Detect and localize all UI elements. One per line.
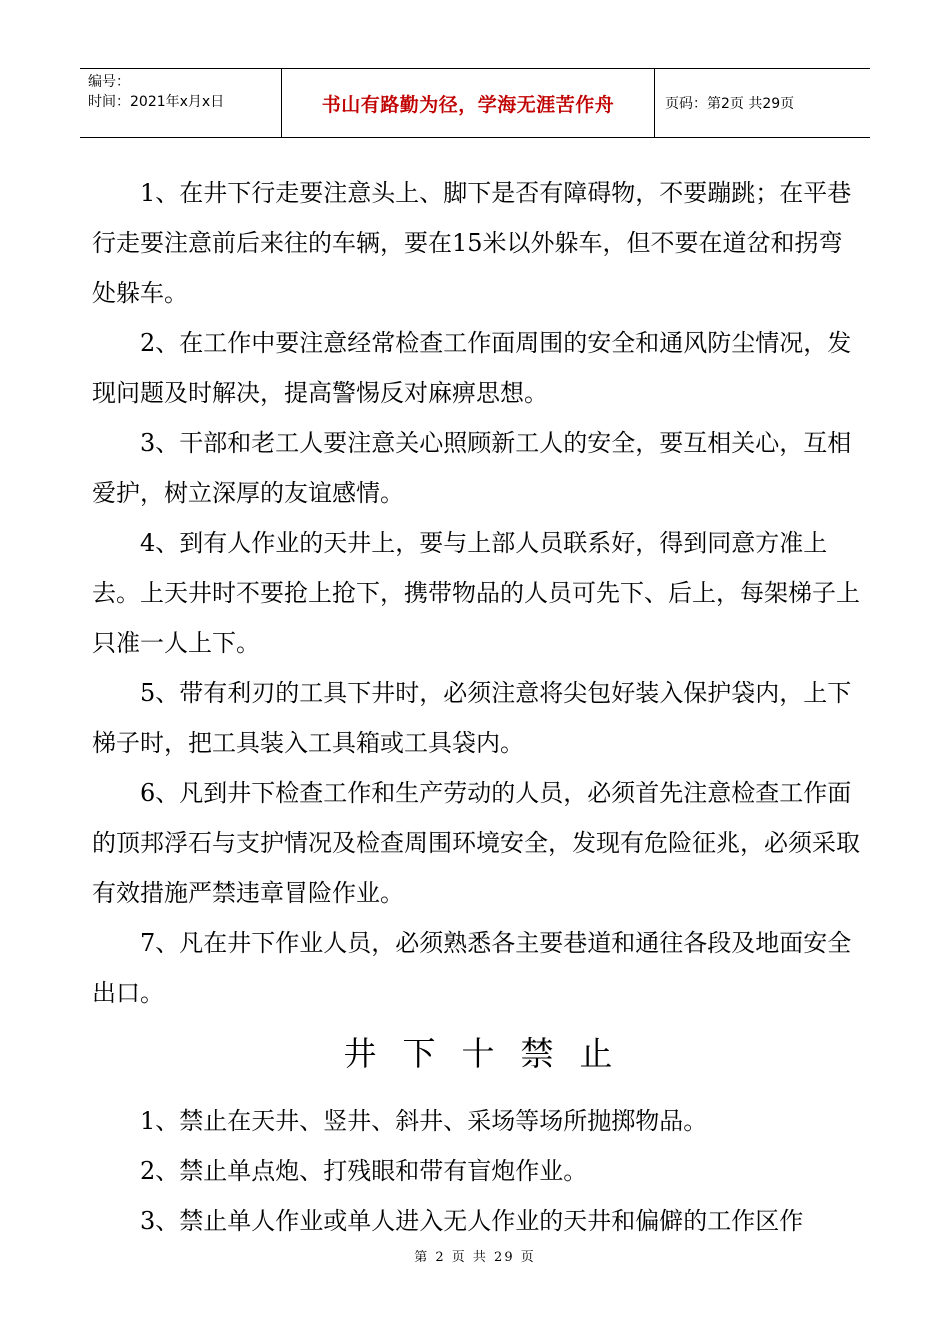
paragraph: 6、凡到井下检查工作和生产劳动的人员，必须首先注意检查工作面的顶邦浮石与支护情况及检查周围环境安全，发现有危险征兆，必须采取有效措施严禁违章冒险作业。 xyxy=(92,779,860,907)
paragraph: 5、带有利刃的工具下井时，必须注意将尖包好装入保护袋内，上下梯子时，把工具装入工具箱或工具袋内。 xyxy=(92,679,852,757)
paragraph: 4、到有人作业的天井上，要与上部人员联系好，得到同意方准上去。上天井时不要抢上抢下，携带物品的人员可先下、后上，每架梯子上只准一人上下。 xyxy=(92,529,860,657)
paragraph: 7、凡在井下作业人员，必须熟悉各主要巷道和通往各段及地面安全出口。 xyxy=(92,929,852,1007)
document-body xyxy=(92,168,864,1246)
prohibition-item: 3、禁止单人作业或单人进入无人作业的天井和偏僻的工作区作 xyxy=(140,1207,804,1235)
document-number-label: 编号： xyxy=(88,74,130,90)
document-time: 时间：2021年x月x日 xyxy=(88,94,225,110)
prohibition-item: 1、禁止在天井、竖井、斜井、采场等场所抛掷物品。 xyxy=(140,1107,708,1135)
header-motto: 书山有路勤为径，学海无涯苦作舟 xyxy=(282,69,655,137)
paragraph: 1、在井下行走要注意头上、脚下是否有障碍物，不要蹦跳；在平巷行走要注意前后来往的车辆，要在15米以外躲车，但不要在道岔和拐弯处躲车。 xyxy=(92,179,852,307)
section-title: 井下十禁止 xyxy=(343,1034,639,1073)
header-page-code: 页码：第2页 共29页 xyxy=(665,96,795,112)
prohibition-item: 2、禁止单点炮、打残眼和带有盲炮作业。 xyxy=(140,1157,588,1185)
paragraph: 2、在工作中要注意经常检查工作面周围的安全和通风防尘情况，发现问题及时解决，提高警惕反对麻痹思想。 xyxy=(92,329,852,407)
page-header xyxy=(80,68,870,138)
paragraph: 3、干部和老工人要注意关心照顾新工人的安全，要互相关心，互相爱护，树立深厚的友谊感情。 xyxy=(92,429,852,507)
page-footer: 第 2 页 共 29 页 xyxy=(414,1250,536,1265)
header-meta xyxy=(80,69,282,137)
